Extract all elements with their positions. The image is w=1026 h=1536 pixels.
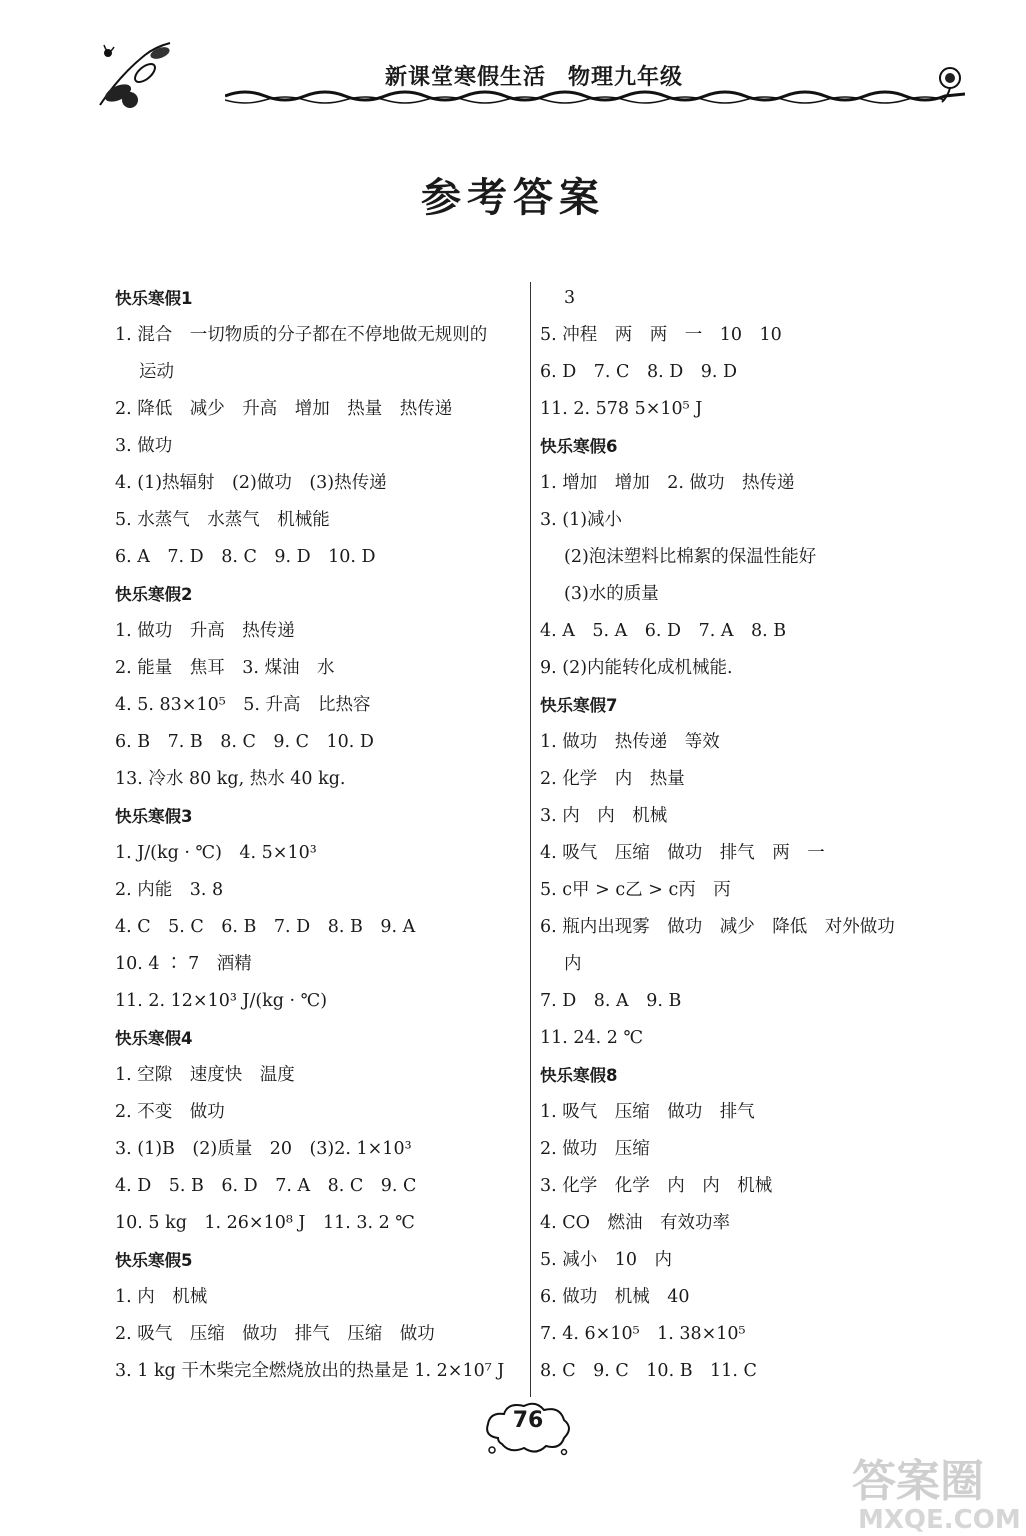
- answer-line: 2. 降低 减少 升高 增加 热量 热传递: [115, 399, 453, 419]
- answer-line: 1. 空隙 速度快 温度: [115, 1065, 295, 1085]
- column-divider: [530, 282, 531, 1397]
- answer-line: 9. (2)内能转化成机械能.: [540, 658, 733, 678]
- answer-line: 1. 吸气 压缩 做功 排气: [540, 1102, 755, 1122]
- answer-line: 2. 内能 3. 8: [115, 880, 224, 900]
- answer-line: 3. 内 内 机械: [540, 806, 668, 826]
- flower-decoration-icon: [90, 35, 180, 115]
- answer-line: 2. 能量 焦耳 3. 煤油 水: [115, 658, 335, 678]
- section-heading: 快乐寒假5: [115, 1251, 193, 1270]
- book-title: 新课堂寒假生活: [385, 65, 547, 90]
- answer-line: 3. 化学 化学 内 内 机械: [540, 1176, 773, 1196]
- answer-line: 7. D 8. A 9. B: [540, 991, 682, 1011]
- answer-line: 5. c甲 > c乙 > c丙 丙: [540, 880, 731, 900]
- answer-line: 11. 2. 12×10³ J/(kg · ℃): [115, 991, 328, 1011]
- answer-line: (2)泡沫塑料比棉絮的保温性能好: [564, 547, 817, 567]
- answer-line: 2. 吸气 压缩 做功 排气 压缩 做功: [115, 1324, 435, 1344]
- answer-line: 6. D 7. C 8. D 9. D: [540, 362, 738, 382]
- section-heading: 快乐寒假3: [115, 807, 193, 826]
- answer-line: 11. 24. 2 ℃: [540, 1028, 644, 1048]
- answer-line: 10. 4 ∶ 7 酒精: [115, 954, 252, 974]
- page-header: [0, 0, 1026, 150]
- answer-line: 1. 混合 一切物质的分子都在不停地做无规则的: [115, 325, 488, 345]
- page-number: 76: [512, 1408, 544, 1433]
- section-heading: 快乐寒假7: [540, 696, 618, 715]
- section-heading: 快乐寒假8: [540, 1066, 618, 1085]
- answer-line: 3: [564, 288, 576, 308]
- answer-line: 4. D 5. B 6. D 7. A 8. C 9. C: [115, 1176, 417, 1196]
- answer-line: 4. A 5. A 6. D 7. A 8. B: [540, 621, 787, 641]
- answer-line: 13. 冷水 80 kg, 热水 40 kg.: [115, 769, 346, 789]
- answer-line: 1. 内 机械: [115, 1287, 208, 1307]
- watermark-brand: 答案圈: [852, 1456, 984, 1507]
- section-heading: 快乐寒假2: [115, 585, 193, 604]
- answer-line: 2. 化学 内 热量: [540, 769, 685, 789]
- page-title: 参考答案: [421, 175, 605, 221]
- answer-line: 4. 吸气 压缩 做功 排气 两 一: [540, 843, 825, 863]
- answer-line: 1. 做功 升高 热传递: [115, 621, 295, 641]
- answer-line: 6. B 7. B 8. C 9. C 10. D: [115, 732, 374, 752]
- answer-line: 7. 4. 6×10⁵ 1. 38×10⁵: [540, 1324, 746, 1344]
- answer-line: 3. 做功: [115, 436, 173, 456]
- section-heading: 快乐寒假4: [115, 1029, 193, 1048]
- answer-line: 3. (1)B (2)质量 20 (3)2. 1×10³: [115, 1139, 412, 1159]
- answer-line: 6. A 7. D 8. C 9. D 10. D: [115, 547, 376, 567]
- watermark-site: MXQE.COM: [858, 1505, 1021, 1535]
- answer-line: 内: [564, 954, 582, 974]
- flower-bud-icon: [928, 60, 973, 105]
- answer-line: 2. 做功 压缩: [540, 1139, 650, 1159]
- answer-line: 11. 2. 578 5×10⁵ J: [540, 399, 703, 419]
- answer-column-right: [540, 280, 940, 1390]
- answer-line: 4. CO 燃油 有效功率: [540, 1213, 730, 1233]
- answer-line: 3. 1 kg 干木柴完全燃烧放出的热量是 1. 2×10⁷ J: [115, 1361, 505, 1381]
- vine-divider-icon: [225, 82, 965, 112]
- answer-line: 5. 减小 10 内: [540, 1250, 673, 1270]
- answer-line: 5. 冲程 两 两 一 10 10: [540, 325, 782, 345]
- answer-line: 6. 瓶内出现雾 做功 减少 降低 对外做功: [540, 917, 895, 937]
- watermark-logo: [848, 1448, 1026, 1536]
- answer-line: 10. 5 kg 1. 26×10⁸ J 11. 3. 2 ℃: [115, 1213, 415, 1233]
- answer-line: 6. 做功 机械 40: [540, 1287, 690, 1307]
- answer-line: (3)水的质量: [564, 584, 659, 604]
- page-number-badge: [480, 1398, 576, 1458]
- answer-line: 4. 5. 83×10⁵ 5. 升高 比热容: [115, 695, 371, 715]
- answer-line: 4. (1)热辐射 (2)做功 (3)热传递: [115, 473, 387, 493]
- answer-line: 运动: [139, 362, 174, 382]
- answer-column-left: [115, 280, 527, 1390]
- answer-line: 3. (1)减小: [540, 510, 623, 530]
- section-heading: 快乐寒假1: [115, 289, 193, 308]
- answer-line: 1. 做功 热传递 等效: [540, 732, 720, 752]
- answer-line: 5. 水蒸气 水蒸气 机械能: [115, 510, 330, 530]
- answer-line: 1. 增加 增加 2. 做功 热传递: [540, 473, 795, 493]
- answer-line: 8. C 9. C 10. B 11. C: [540, 1361, 757, 1381]
- answer-line: 4. C 5. C 6. B 7. D 8. B 9. A: [115, 917, 416, 937]
- subject-label: 物理九年级: [568, 65, 684, 90]
- section-heading: 快乐寒假6: [540, 437, 618, 456]
- answer-line: 2. 不变 做功: [115, 1102, 225, 1122]
- answer-line: 1. J/(kg · ℃) 4. 5×10³: [115, 843, 317, 863]
